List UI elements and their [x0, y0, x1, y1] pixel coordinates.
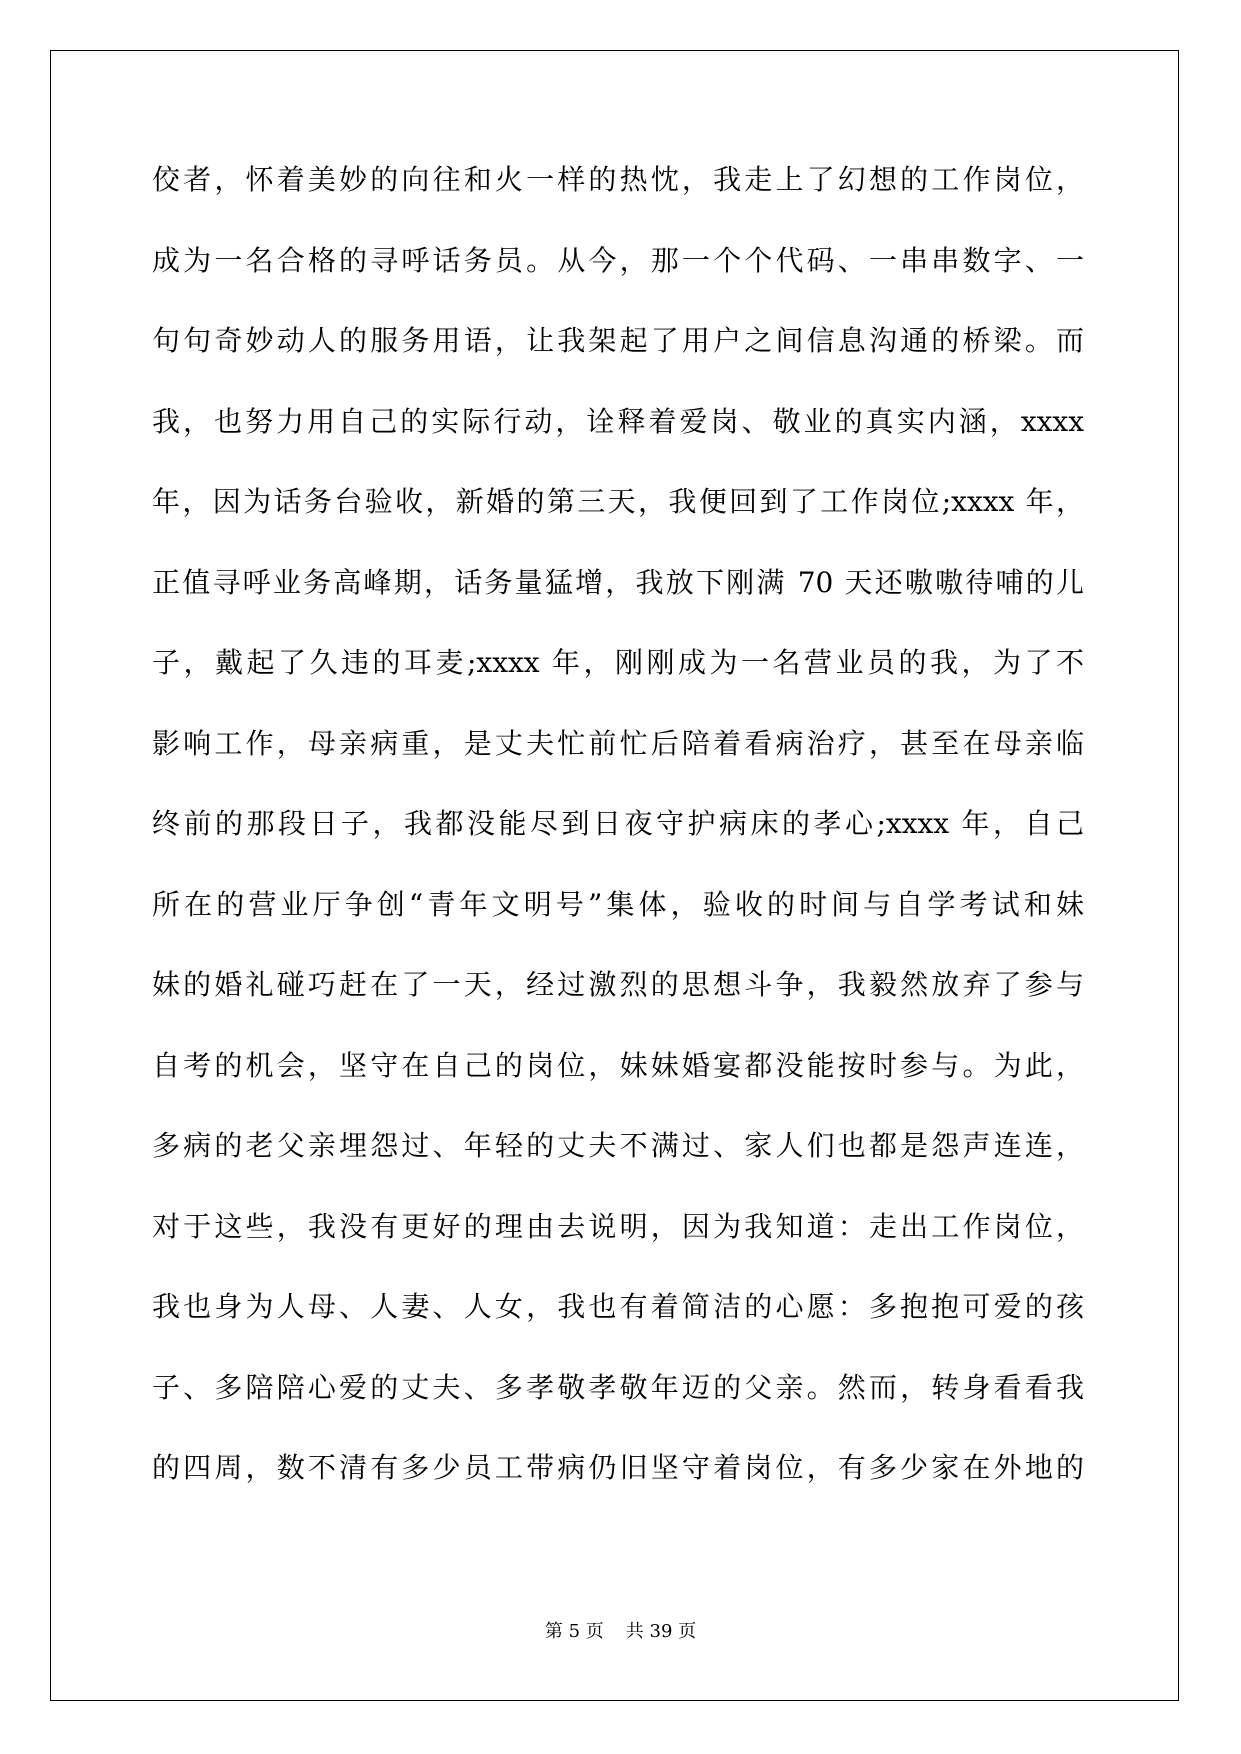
text-line-11: 妹的婚礼碰巧赶在了一天，经过激烈的思想斗争，我毅然放弃了参与 [152, 968, 1084, 1001]
text-line-3: 句句奇妙动人的服务用语，让我架起了用户之间信息沟通的桥梁。而 [152, 324, 1084, 357]
text-line-2: 成为一名合格的寻呼话务员。从今，那一个个代码、一串串数字、一 [152, 243, 1084, 277]
text-line-16: 子、多陪陪心爱的丈夫、多孝敬孝敬年迈的父亲。然而，转身看看我 [152, 1370, 1084, 1404]
text-line-4: 我，也努力用自己的实际行动，诠释着爱岗、敬业的真实内涵，xxxx [152, 404, 1084, 438]
document-body [152, 160, 1084, 1529]
text-line-5: 年，因为话务台验收，新婚的第三天，我便回到了工作岗位;xxxx 年， [152, 485, 1084, 518]
text-line-9: 终前的那段日子，我都没能尽到日夜守护病床的孝心;xxxx 年，自己 [152, 807, 1084, 840]
text-line-10: 所在的营业厅争创“青年文明号”集体，验收的时间与自学考试和妹 [152, 887, 1084, 921]
page-footer [0, 1617, 1241, 1643]
text-line-7: 子，戴起了久违的耳麦;xxxx 年，刚刚成为一名营业员的我，为了不 [152, 646, 1084, 679]
text-line-8: 影响工作，母亲病重，是丈夫忙前忙后陪着看病治疗，甚至在母亲临 [152, 726, 1084, 760]
text-line-1: 佼者，怀着美妙的向往和火一样的热忱，我走上了幻想的工作岗位， [152, 163, 1084, 196]
text-line-12: 自考的机会，坚守在自己的岗位，妹妹婚宴都没能按时参与。为此， [152, 1048, 1084, 1082]
text-line-15: 我也身为人母、人妻、人女，我也有着简洁的心愿：多抱抱可爱的孩 [152, 1290, 1084, 1323]
text-line-17: 的四周，数不清有多少员工带病仍旧坚守着岗位，有多少家在外地的 [152, 1451, 1084, 1484]
text-line-13: 多病的老父亲埋怨过、年轻的丈夫不满过、家人们也都是怨声连连， [152, 1129, 1084, 1162]
text-line-14: 对于这些，我没有更好的理由去说明，因为我知道：走出工作岗位， [152, 1209, 1084, 1243]
text-line-6: 正值寻呼业务高峰期，话务量猛增，我放下刚满 70 天还嗷嗷待哺的儿 [152, 565, 1084, 599]
page-total: 共 39 页 [625, 1621, 697, 1642]
page-number: 第 5 页 [544, 1621, 604, 1642]
